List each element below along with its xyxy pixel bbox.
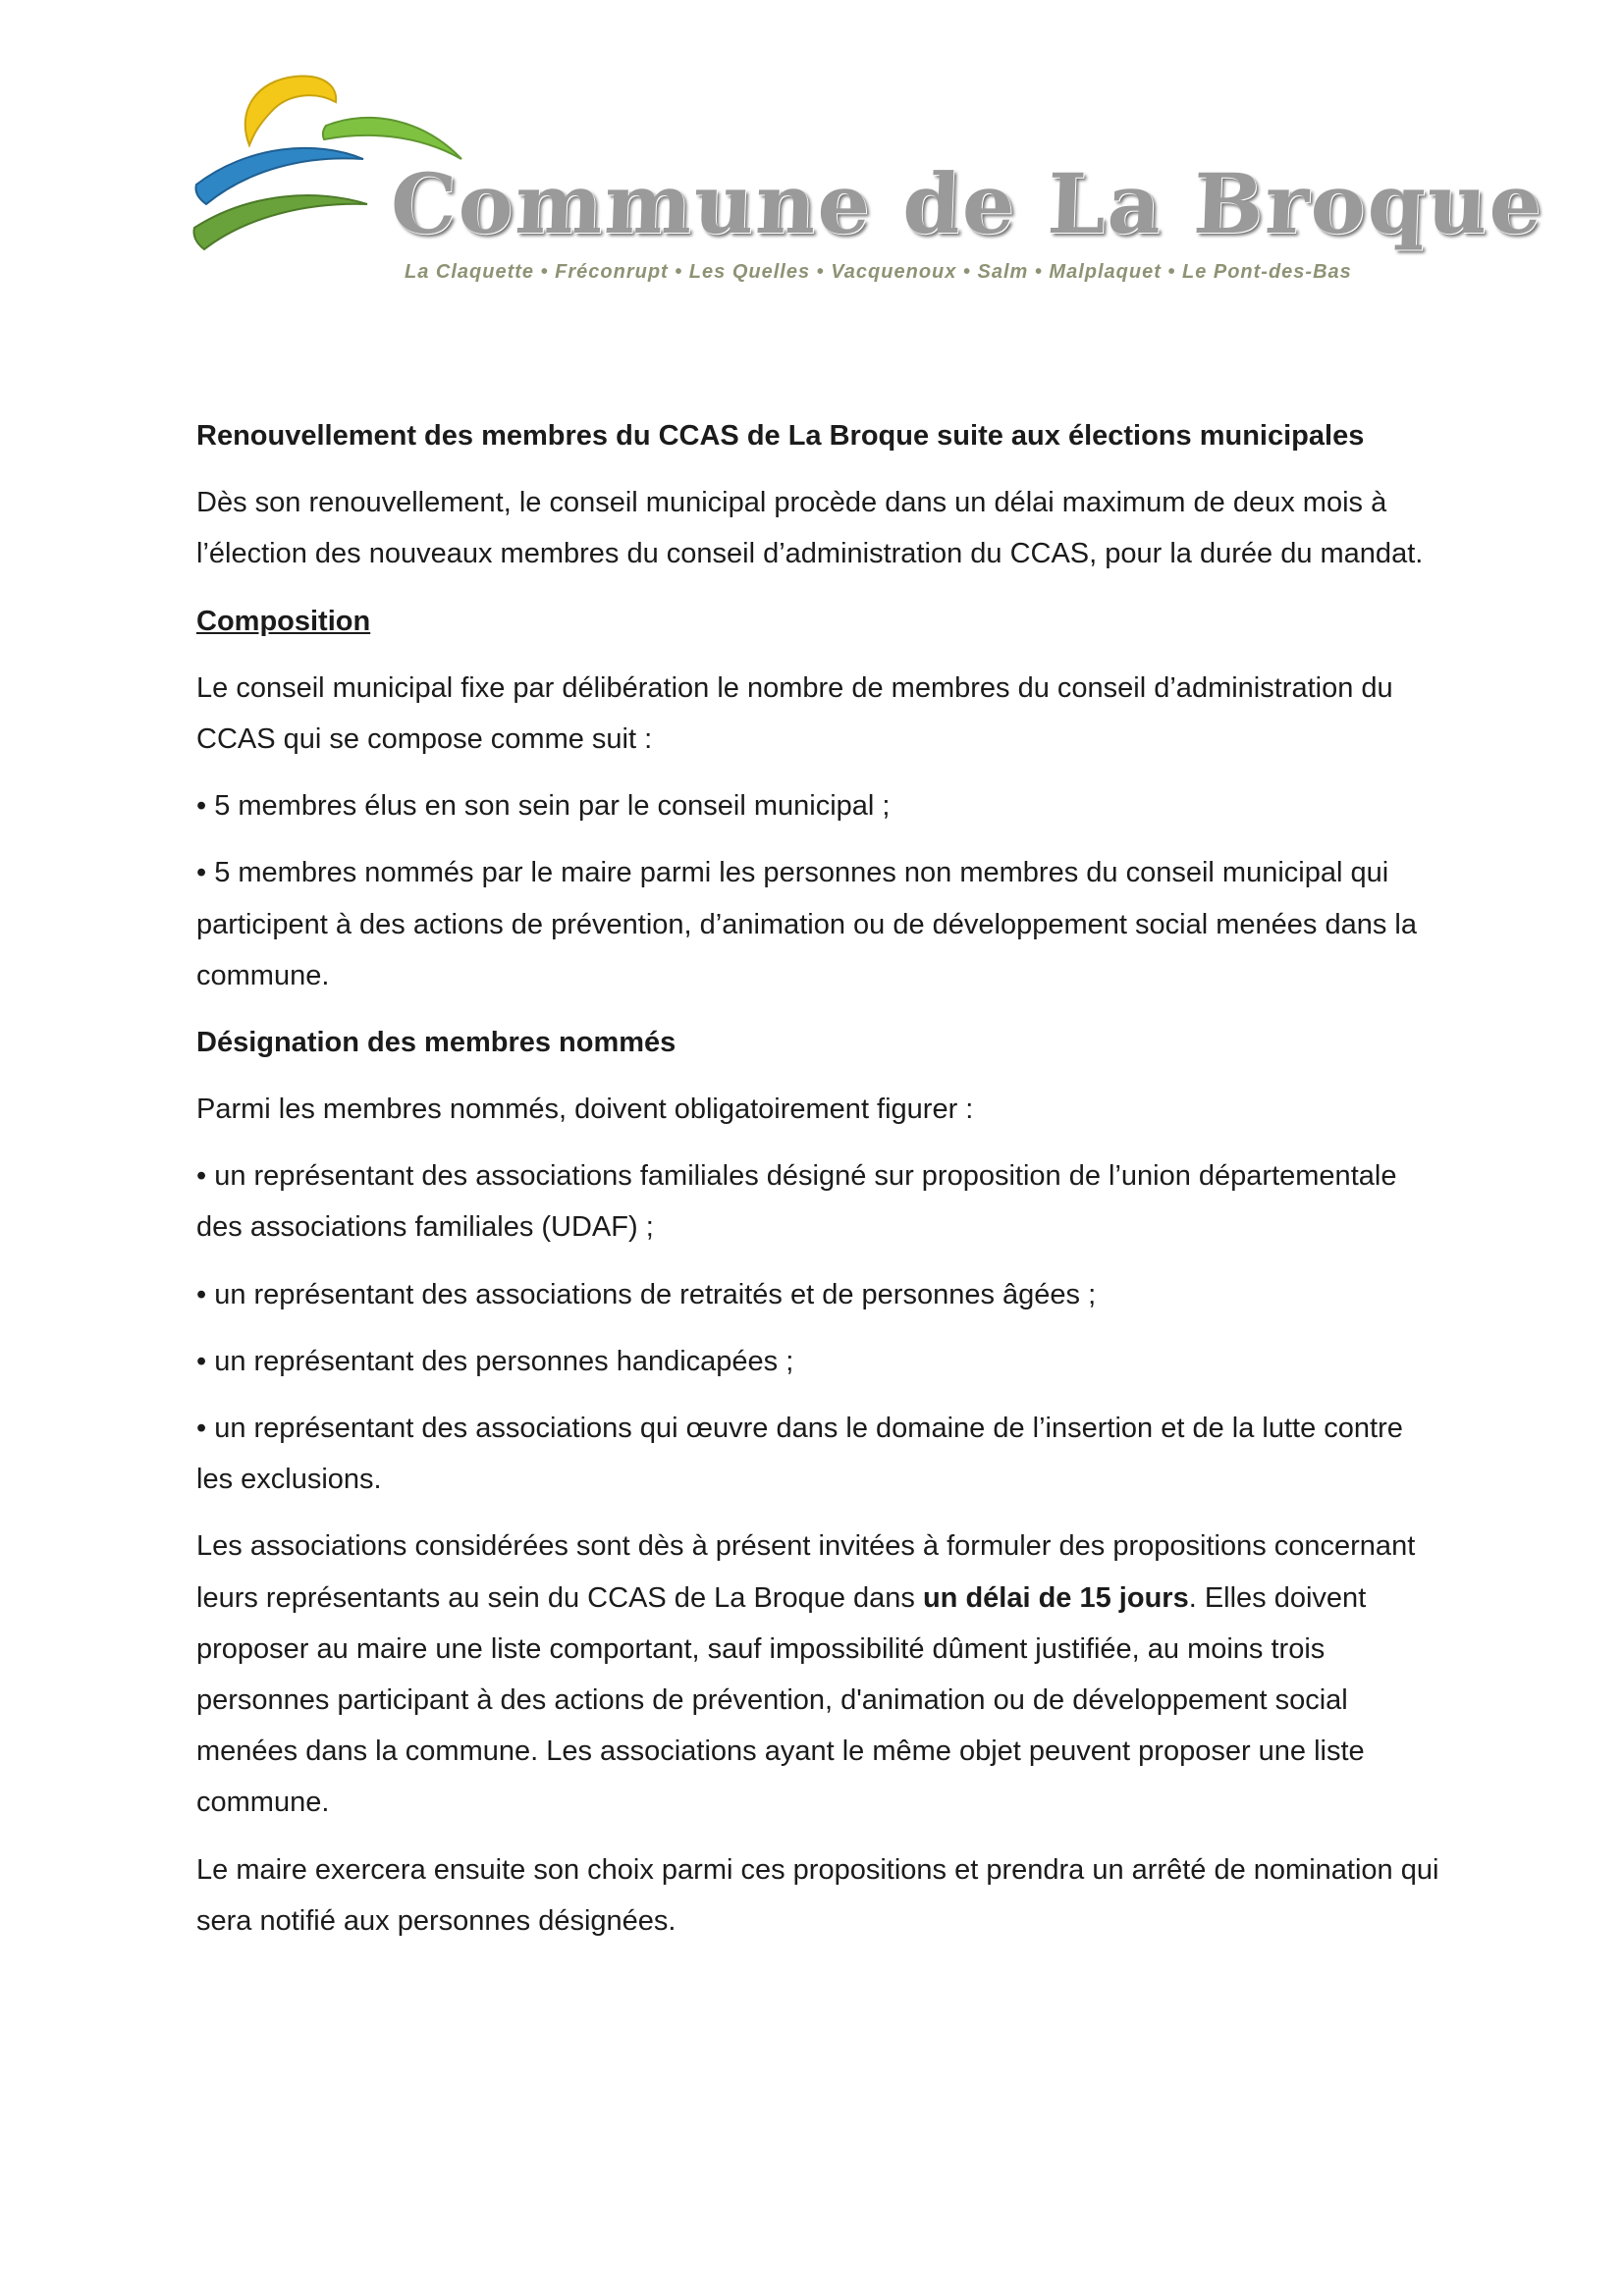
bullet-item-designation-2: • un représentant des associations de retraités et de personnes âgées ; — [196, 1278, 1097, 1310]
bullet-item-designation-4: • un représentant des associations qui œuvre dans le domaine de l’insertion et de la lutte contre les exclusions. — [196, 1413, 1403, 1496]
logo-subtitle: La Claquette • Fréconrupt • Les Quelles • Vacquenoux • Salm • Malplaquet • Le Pont-des-Bas — [405, 261, 1352, 283]
propositions-text-end: . Elles doivent proposer au maire une liste comportant, sauf impossibilité dûment justifiée, au moins trois personnes participant à des actions de prévention, d'animation ou de développement social menées dans la commune. Les associations ayant le même objet peuvent proposer une liste commune. — [196, 1581, 1367, 1819]
logo-darkgreen-swoosh — [193, 195, 367, 249]
heading-composition: Composition — [196, 605, 371, 637]
bullet-item-designation-1: • un représentant des associations familiales désigné sur proposition de l’union départementale des associations familiales (UDAF) ; — [196, 1160, 1397, 1244]
logo-blue-swoosh — [195, 148, 363, 204]
logo-title: Commune de La Broque — [389, 155, 1545, 252]
paragraph-intro: Dès son renouvellement, le conseil municipal procède dans un délai maximum de deux mois à l’élection des nouveaux membres du conseil d’administration du CCAS, pour la durée du mandat. — [196, 487, 1424, 570]
paragraph-designation-intro: Parmi les membres nommés, doivent obligatoirement figurer : — [196, 1094, 974, 1126]
propositions-text-start: Les associations considérées sont dès à présent invitées à formuler des propositions concernant leurs représentants au sein du CCAS de La Broque dans — [196, 1530, 1416, 1614]
bullet-item-composition-1: • 5 membres élus en son sein par le conseil municipal ; — [196, 790, 891, 823]
bullet-item-designation-3: • un représentant des personnes handicapées ; — [196, 1345, 794, 1377]
paragraph-composition-intro: Le conseil municipal fixe par délibération le nombre de membres du conseil d’administration du CCAS qui se compose comme suit : — [196, 671, 1393, 755]
propositions-deadline-bold: un délai de 15 jours — [922, 1581, 1189, 1614]
bullet-item-composition-2: • 5 membres nommés par le maire parmi les personnes non membres du conseil municipal qui participent à des actions de prévention, d’animation ou de développement social menées dans la commune. — [196, 857, 1417, 991]
paragraph-propositions — [196, 1521, 1441, 1828]
document-content — [196, 410, 1441, 1962]
paragraph-closing: Le maire exercera ensuite son choix parmi ces propositions et prendra un arrêté de nomination qui sera notifié aux personnes désignées. — [196, 1853, 1439, 1937]
heading-designation: Désignation des membres nommés — [196, 1026, 677, 1058]
document-title: Renouvellement des membres du CCAS de La Broque suite aux élections municipales — [196, 420, 1365, 452]
